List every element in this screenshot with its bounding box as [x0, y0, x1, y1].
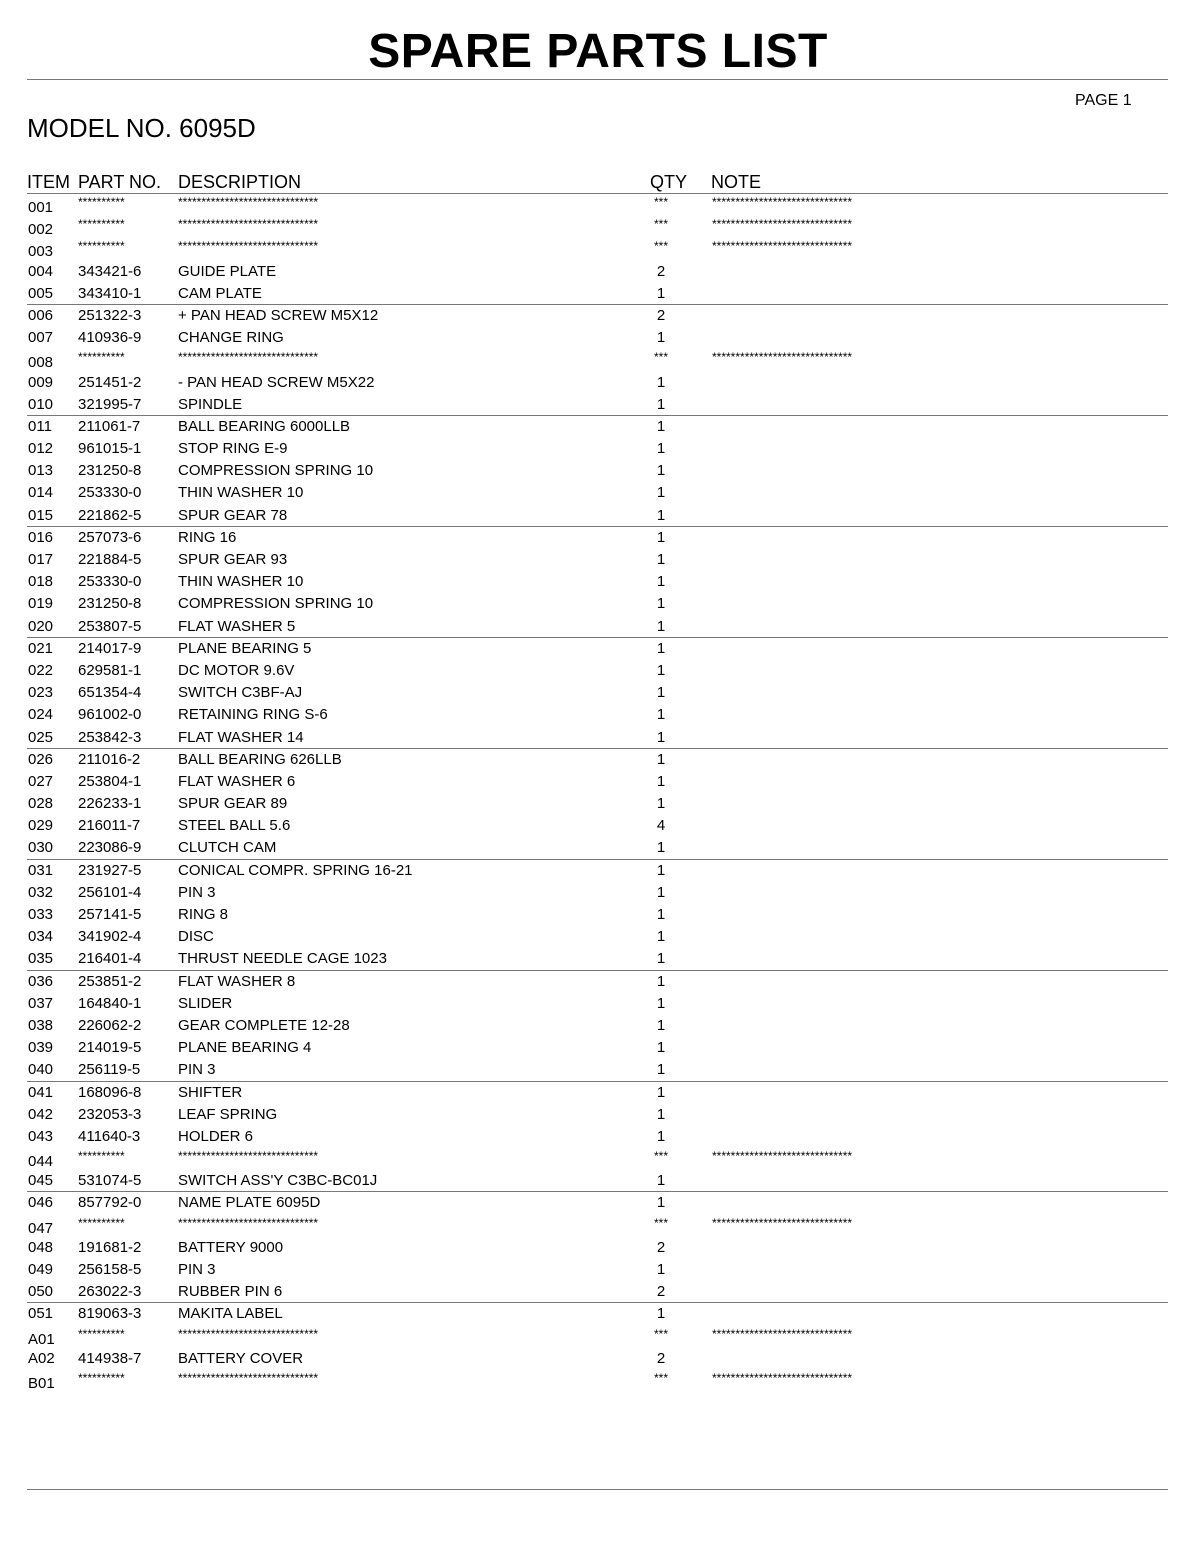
- description-cell: ******************************: [178, 350, 319, 365]
- table-row: [27, 1059, 1168, 1081]
- table-row: [27, 1082, 1168, 1104]
- description-cell: LEAF SPRING: [178, 1105, 278, 1123]
- qty-cell: ***: [653, 195, 668, 209]
- table-row: [27, 682, 1168, 704]
- description-cell: SWITCH ASS'Y C3BC-BC01J: [178, 1172, 378, 1190]
- part-no-cell: 321995-7: [78, 395, 142, 413]
- table-row: [27, 261, 1168, 283]
- part-no-cell: 253804-1: [78, 772, 142, 790]
- description-cell: + PAN HEAD SCREW M5X12: [178, 306, 379, 324]
- description-cell: CAM PLATE: [178, 284, 262, 302]
- table-row: [27, 238, 1168, 260]
- part-no-cell: 819063-3: [78, 1305, 142, 1323]
- description-cell: ******************************: [178, 239, 319, 254]
- qty-cell: 1: [656, 728, 666, 746]
- qty-cell: 1: [656, 1261, 666, 1278]
- table-row: [27, 505, 1168, 527]
- note-cell: ******************************: [712, 239, 853, 254]
- qty-cell: 1: [656, 1172, 666, 1190]
- qty-cell: 1: [656, 1016, 666, 1034]
- qty-cell: 1: [656, 484, 666, 502]
- table-row: [27, 1037, 1168, 1059]
- part-no-cell: 226062-2: [78, 1016, 142, 1034]
- qty-cell: ***: [653, 1215, 668, 1230]
- part-no-cell: 221884-5: [78, 551, 142, 568]
- item-cell: 010: [28, 395, 54, 413]
- description-cell: FLAT WASHER 5: [178, 617, 296, 635]
- qty-cell: 1: [656, 417, 666, 435]
- description-cell: PLANE BEARING 4: [178, 1039, 312, 1057]
- qty-cell: 1: [656, 1105, 666, 1123]
- item-cell: 019: [28, 595, 54, 613]
- description-cell: ******************************: [178, 1215, 319, 1230]
- qty-cell: 1: [656, 528, 666, 546]
- note-cell: ******************************: [712, 1215, 853, 1230]
- description-cell: THIN WASHER 10: [178, 573, 304, 591]
- note-cell: ******************************: [712, 195, 853, 209]
- part-no-cell: 191681-2: [78, 1238, 142, 1256]
- table-row: [27, 638, 1168, 660]
- description-cell: RETAINING RING S-6: [178, 706, 328, 724]
- part-no-cell: **********: [78, 217, 125, 232]
- header-item: ITEM: [27, 172, 70, 192]
- table-row: [27, 993, 1168, 1015]
- table-row: [27, 1259, 1168, 1281]
- item-cell: 050: [28, 1283, 54, 1301]
- table-row: [27, 1281, 1168, 1303]
- item-cell: 016: [28, 528, 54, 546]
- qty-cell: ***: [653, 1326, 668, 1341]
- item-cell: 049: [28, 1261, 54, 1278]
- item-cell: 020: [28, 617, 54, 635]
- item-cell: 024: [28, 706, 54, 724]
- table-row: [27, 1215, 1168, 1237]
- description-cell: CLUTCH CAM: [178, 839, 277, 857]
- header-part-no: PART NO.: [78, 172, 162, 192]
- description-cell: FLAT WASHER 14: [178, 728, 304, 746]
- item-cell: 032: [28, 883, 54, 901]
- qty-cell: 1: [656, 1127, 666, 1145]
- description-cell: SPUR GEAR 89: [178, 795, 288, 813]
- part-no-cell: 256158-5: [78, 1261, 142, 1278]
- description-cell: FLAT WASHER 8: [178, 972, 296, 990]
- part-no-cell: 343421-6: [78, 262, 142, 280]
- item-cell: A01: [28, 1330, 55, 1348]
- qty-cell: 1: [656, 462, 666, 480]
- description-cell: PIN 3: [178, 1261, 216, 1278]
- qty-cell: 1: [656, 1061, 666, 1079]
- part-no-cell: **********: [78, 1215, 125, 1230]
- qty-cell: 2: [656, 1238, 666, 1256]
- item-cell: 037: [28, 994, 54, 1012]
- qty-cell: ***: [653, 1370, 668, 1385]
- description-cell: NAME PLATE 6095D: [178, 1194, 321, 1212]
- description-cell: STEEL BALL 5.6: [178, 817, 291, 835]
- table-row: [27, 1326, 1168, 1348]
- qty-cell: 1: [656, 373, 666, 391]
- item-cell: 048: [28, 1238, 54, 1256]
- item-cell: 027: [28, 772, 54, 790]
- part-no-cell: **********: [78, 350, 125, 365]
- table-row: [27, 837, 1168, 859]
- description-cell: SPINDLE: [178, 395, 243, 413]
- description-cell: BALL BEARING 6000LLB: [178, 417, 351, 435]
- part-no-cell: 251451-2: [78, 373, 142, 391]
- item-cell: 014: [28, 484, 54, 502]
- part-no-cell: 531074-5: [78, 1172, 142, 1190]
- item-cell: 022: [28, 661, 54, 679]
- header-description: DESCRIPTION: [178, 172, 302, 192]
- qty-cell: 1: [656, 1194, 666, 1212]
- item-cell: 041: [28, 1083, 54, 1101]
- part-no-cell: 231927-5: [78, 861, 142, 879]
- qty-cell: 1: [656, 772, 666, 790]
- item-cell: 044: [28, 1153, 54, 1171]
- description-cell: SPUR GEAR 93: [178, 551, 288, 568]
- item-cell: B01: [28, 1374, 55, 1392]
- description-cell: CONICAL COMPR. SPRING 16-21: [178, 861, 413, 879]
- table-row: [27, 1192, 1168, 1214]
- description-cell: GUIDE PLATE: [178, 262, 277, 280]
- item-cell: 017: [28, 551, 54, 568]
- item-cell: 018: [28, 573, 54, 591]
- item-cell: 006: [28, 306, 54, 324]
- qty-cell: 1: [656, 329, 666, 347]
- part-no-cell: 164840-1: [78, 994, 142, 1012]
- part-no-cell: 343410-1: [78, 284, 142, 302]
- table-row: [27, 749, 1168, 771]
- part-no-cell: 223086-9: [78, 839, 142, 857]
- table-row: [27, 305, 1168, 327]
- item-cell: 039: [28, 1039, 54, 1057]
- qty-cell: 1: [656, 617, 666, 635]
- item-cell: 029: [28, 817, 54, 835]
- table-row: [27, 882, 1168, 904]
- part-no-cell: **********: [78, 239, 125, 254]
- description-cell: CHANGE RING: [178, 329, 284, 347]
- qty-cell: 1: [656, 440, 666, 458]
- qty-cell: 1: [656, 839, 666, 857]
- item-cell: 030: [28, 839, 54, 857]
- description-cell: SWITCH C3BF-AJ: [178, 684, 303, 702]
- note-cell: ******************************: [712, 350, 853, 365]
- item-cell: 042: [28, 1105, 54, 1123]
- item-cell: 038: [28, 1016, 54, 1034]
- part-no-cell: 168096-8: [78, 1083, 142, 1101]
- part-no-cell: 214017-9: [78, 639, 142, 657]
- qty-cell: 1: [656, 861, 666, 879]
- part-no-cell: 226233-1: [78, 795, 142, 813]
- part-no-cell: 216011-7: [78, 817, 141, 835]
- part-no-cell: 253330-0: [78, 484, 142, 502]
- item-cell: 045: [28, 1172, 54, 1190]
- qty-cell: 1: [656, 883, 666, 901]
- part-no-cell: 256101-4: [78, 883, 142, 901]
- description-cell: ******************************: [178, 1370, 319, 1385]
- qty-cell: 2: [656, 1349, 666, 1367]
- qty-cell: 1: [656, 795, 666, 813]
- part-no-cell: 231250-8: [78, 595, 142, 613]
- part-no-cell: 221862-5: [78, 506, 142, 524]
- qty-cell: 4: [656, 817, 666, 835]
- description-cell: THIN WASHER 10: [178, 484, 304, 502]
- table-row: [27, 904, 1168, 926]
- description-cell: COMPRESSION SPRING 10: [178, 462, 374, 480]
- table-row: [27, 571, 1168, 593]
- item-cell: 028: [28, 795, 54, 813]
- description-cell: HOLDER 6: [178, 1127, 254, 1145]
- part-no-cell: 411640-3: [78, 1127, 141, 1145]
- item-cell: 035: [28, 950, 54, 968]
- item-cell: 046: [28, 1194, 54, 1212]
- item-cell: 025: [28, 728, 54, 746]
- title-divider: [27, 79, 1168, 80]
- description-cell: BATTERY 9000: [178, 1238, 284, 1256]
- description-cell: RING 8: [178, 906, 229, 923]
- header-note: NOTE: [711, 172, 762, 192]
- item-cell: 009: [28, 373, 54, 391]
- table-row: [27, 1104, 1168, 1126]
- part-no-cell: 251322-3: [78, 306, 142, 324]
- description-cell: STOP RING E-9: [178, 440, 288, 458]
- table-row: [27, 971, 1168, 993]
- header-qty: QTY: [650, 172, 688, 192]
- part-no-cell: 253807-5: [78, 617, 142, 635]
- part-no-cell: 263022-3: [78, 1283, 142, 1301]
- qty-cell: 1: [656, 284, 666, 302]
- part-no-cell: 629581-1: [78, 661, 142, 679]
- qty-cell: 1: [656, 506, 666, 524]
- table-row: [27, 194, 1168, 216]
- item-cell: A02: [28, 1349, 55, 1367]
- table-row: [27, 860, 1168, 882]
- qty-cell: 1: [656, 950, 666, 968]
- description-cell: BALL BEARING 626LLB: [178, 750, 342, 768]
- item-cell: 036: [28, 972, 54, 990]
- qty-cell: 1: [656, 750, 666, 768]
- description-cell: BATTERY COVER: [178, 1349, 304, 1367]
- qty-cell: 1: [656, 395, 666, 413]
- part-no-cell: 211061-7: [78, 417, 141, 435]
- part-no-cell: **********: [78, 195, 125, 209]
- footer-divider: [27, 1489, 1168, 1490]
- description-cell: ******************************: [178, 1149, 319, 1164]
- description-cell: ******************************: [178, 217, 319, 232]
- part-no-cell: **********: [78, 1149, 125, 1164]
- description-cell: - PAN HEAD SCREW M5X22: [178, 373, 375, 391]
- qty-cell: 1: [656, 994, 666, 1012]
- item-cell: 003: [28, 243, 54, 261]
- parts-table: [27, 193, 1168, 1392]
- qty-cell: 1: [656, 661, 666, 679]
- description-cell: PIN 3: [178, 1061, 216, 1079]
- part-no-cell: 961015-1: [78, 440, 142, 458]
- table-row: [27, 793, 1168, 815]
- table-row: [27, 283, 1168, 305]
- page-title: SPARE PARTS LIST: [368, 25, 828, 78]
- item-cell: 040: [28, 1061, 54, 1079]
- item-cell: 034: [28, 928, 54, 946]
- note-cell: ******************************: [712, 1149, 853, 1164]
- qty-cell: 1: [656, 1039, 666, 1057]
- table-row: [27, 815, 1168, 837]
- table-row: [27, 327, 1168, 349]
- part-no-cell: 857792-0: [78, 1194, 142, 1212]
- description-cell: PLANE BEARING 5: [178, 639, 312, 657]
- table-row: [27, 926, 1168, 948]
- item-cell: 004: [28, 262, 54, 280]
- description-cell: SHIFTER: [178, 1083, 243, 1101]
- description-cell: FLAT WASHER 6: [178, 772, 296, 790]
- note-cell: ******************************: [712, 1370, 853, 1385]
- part-no-cell: 211016-2: [78, 750, 141, 768]
- table-row: [27, 1148, 1168, 1170]
- table-row: [27, 549, 1168, 571]
- qty-cell: ***: [653, 217, 668, 232]
- part-no-cell: 231250-8: [78, 462, 142, 480]
- description-cell: DISC: [178, 928, 214, 946]
- item-cell: 033: [28, 906, 54, 923]
- table-row: [27, 1015, 1168, 1037]
- item-cell: 007: [28, 329, 54, 347]
- model-number: MODEL NO. 6095D: [27, 113, 256, 143]
- description-cell: RING 16: [178, 528, 237, 546]
- table-row: [27, 416, 1168, 438]
- description-cell: PIN 3: [178, 883, 216, 901]
- table-row: [27, 372, 1168, 394]
- table-row: [27, 1348, 1168, 1370]
- part-no-cell: 253330-0: [78, 573, 142, 591]
- description-cell: ******************************: [178, 195, 319, 209]
- item-cell: 026: [28, 750, 54, 768]
- item-cell: 015: [28, 506, 54, 524]
- table-row: [27, 460, 1168, 482]
- qty-cell: 1: [656, 706, 666, 724]
- item-cell: 012: [28, 440, 54, 458]
- table-row: [27, 1126, 1168, 1148]
- part-no-cell: 257073-6: [78, 528, 142, 546]
- page-number: PAGE 1: [1075, 92, 1132, 109]
- part-no-cell: 414938-7: [78, 1349, 142, 1367]
- part-no-cell: 651354-4: [78, 684, 142, 702]
- table-row: [27, 593, 1168, 615]
- qty-cell: 2: [656, 262, 666, 280]
- description-cell: DC MOTOR 9.6V: [178, 661, 295, 679]
- part-no-cell: 341902-4: [78, 928, 142, 946]
- part-no-cell: 253851-2: [78, 972, 142, 990]
- qty-cell: 1: [656, 639, 666, 657]
- table-row: [27, 1303, 1168, 1325]
- qty-cell: 1: [656, 906, 666, 923]
- note-cell: ******************************: [712, 217, 853, 232]
- qty-cell: ***: [653, 350, 668, 365]
- item-cell: 021: [28, 639, 54, 657]
- description-cell: SPUR GEAR 78: [178, 506, 288, 524]
- description-cell: ******************************: [178, 1326, 319, 1341]
- item-cell: 031: [28, 861, 54, 879]
- qty-cell: 2: [656, 306, 666, 324]
- part-no-cell: 257141-5: [78, 906, 142, 923]
- part-no-cell: **********: [78, 1326, 125, 1341]
- item-cell: 005: [28, 284, 54, 302]
- part-no-cell: 410936-9: [78, 329, 142, 347]
- table-row: [27, 1237, 1168, 1259]
- qty-cell: ***: [653, 1149, 668, 1164]
- table-row: [27, 394, 1168, 416]
- qty-cell: 1: [656, 595, 666, 613]
- qty-cell: 1: [656, 1305, 666, 1323]
- note-cell: ******************************: [712, 1326, 853, 1341]
- table-row: [27, 216, 1168, 238]
- table-row: [27, 349, 1168, 371]
- description-cell: MAKITA LABEL: [178, 1305, 283, 1323]
- table-row: [27, 660, 1168, 682]
- item-cell: 008: [28, 354, 54, 372]
- part-no-cell: 232053-3: [78, 1105, 142, 1123]
- qty-cell: ***: [653, 239, 668, 254]
- description-cell: COMPRESSION SPRING 10: [178, 595, 374, 613]
- qty-cell: 1: [656, 551, 666, 568]
- part-no-cell: 214019-5: [78, 1039, 142, 1057]
- part-no-cell: 216401-4: [78, 950, 142, 968]
- table-row: [27, 1170, 1168, 1192]
- table-row: [27, 527, 1168, 549]
- qty-cell: 1: [656, 573, 666, 591]
- item-cell: 043: [28, 1127, 54, 1145]
- item-cell: 002: [28, 221, 54, 239]
- part-no-cell: **********: [78, 1370, 125, 1385]
- qty-cell: 1: [656, 972, 666, 990]
- table-row: [27, 1370, 1168, 1392]
- description-cell: SLIDER: [178, 994, 233, 1012]
- part-no-cell: 256119-5: [78, 1061, 141, 1079]
- table-row: [27, 482, 1168, 504]
- table-row: [27, 771, 1168, 793]
- qty-cell: 1: [656, 928, 666, 946]
- qty-cell: 1: [656, 1083, 666, 1101]
- table-row: [27, 704, 1168, 726]
- table-row: [27, 727, 1168, 749]
- part-no-cell: 253842-3: [78, 728, 142, 746]
- table-row: [27, 616, 1168, 638]
- item-cell: 023: [28, 684, 54, 702]
- item-cell: 047: [28, 1219, 54, 1237]
- description-cell: GEAR COMPLETE 12-28: [178, 1016, 350, 1034]
- part-no-cell: 961002-0: [78, 706, 142, 724]
- description-cell: THRUST NEEDLE CAGE 1023: [178, 950, 387, 968]
- table-row: [27, 948, 1168, 970]
- table-row: [27, 438, 1168, 460]
- qty-cell: 1: [656, 684, 666, 702]
- item-cell: 051: [28, 1305, 54, 1323]
- item-cell: 011: [28, 417, 52, 435]
- description-cell: RUBBER PIN 6: [178, 1283, 283, 1301]
- item-cell: 013: [28, 462, 54, 480]
- qty-cell: 2: [656, 1283, 666, 1301]
- item-cell: 001: [28, 199, 54, 216]
